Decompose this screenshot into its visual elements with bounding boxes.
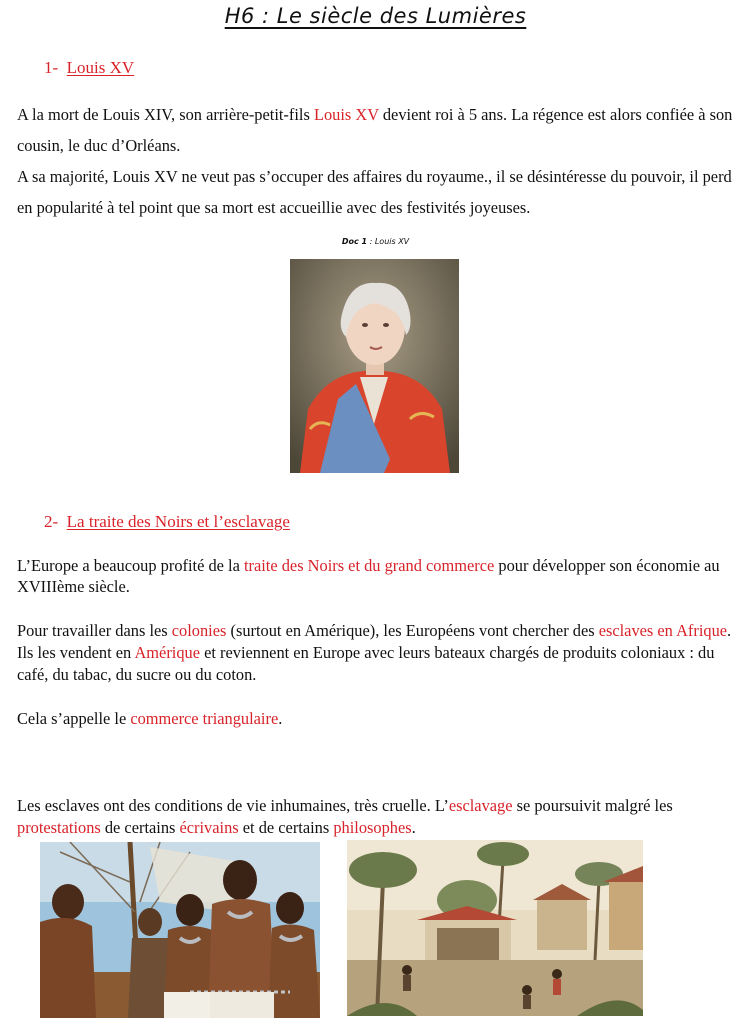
section-2-paragraph-3: Cela s’appelle le commerce triangulaire.: [17, 709, 283, 728]
slave-ship-illustration: [40, 842, 320, 1018]
section-1-paragraph-2: A sa majorité, Louis XV ne veut pas s’occuper des affaires du royaume., il se désintéresse du pouvoir, il perd en popularité à tel point que sa mort est accueillie avec des festivités joyeuses.: [17, 167, 732, 217]
highlight-traite-des-noirs: traite des Noirs et du grand commerce: [243, 556, 495, 575]
highlight-ecrivains: écrivains: [179, 818, 239, 837]
section-1-number: 1-: [44, 58, 59, 77]
plantation-illustration: [347, 840, 643, 1016]
section-2-title: La traite des Noirs et l’esclavage: [66, 512, 290, 531]
highlight-protestations: protestations: [17, 818, 101, 837]
section-1-paragraph-1: A la mort de Louis XIV, son arrière-petit-fils Louis XV devient roi à 5 ans. La régence est alors confiée à son cousin, le duc d’Orléans.: [17, 105, 733, 155]
highlight-colonies: colonies: [171, 621, 227, 640]
section-2-heading: [44, 512, 290, 532]
highlight-esclaves-en-afrique: esclaves en Afrique: [598, 621, 728, 640]
highlight-amerique: Amérique: [134, 643, 200, 662]
doc-1-caption: Doc 1 : Louis XV: [341, 237, 410, 246]
section-1-heading: [44, 58, 134, 78]
louis-xv-portrait: [290, 259, 459, 473]
highlight-louis-xv: Louis XV: [313, 105, 379, 124]
section-2-paragraph-4: Les esclaves ont des conditions de vie inhumaines, très cruelle. L’esclavage se poursuivit malgré les protestations de certains écrivains et de certains philosophes.: [17, 796, 673, 837]
section-2-paragraph-2: Pour travailler dans les colonies (surtout en Amérique), les Européens vont chercher des esclaves en Afrique. Ils les vendent en Amérique et reviennent en Europe avec leurs bateaux chargés de produits coloniaux : du café, du tabac, du sucre ou du coton.: [17, 621, 732, 684]
highlight-philosophes: philosophes: [333, 818, 412, 837]
section-2-paragraph-1: L’Europe a beaucoup profité de la traite des Noirs et du grand commerce pour développer son économie au XVIIIème siècle.: [17, 556, 720, 596]
section-1-title: Louis XV: [66, 58, 135, 77]
section-2-number: 2-: [44, 512, 59, 531]
page-title: H6 : Le siècle des Lumières: [224, 4, 527, 28]
highlight-esclavage: esclavage: [448, 796, 513, 815]
highlight-commerce-triangulaire: commerce triangulaire: [130, 709, 279, 728]
